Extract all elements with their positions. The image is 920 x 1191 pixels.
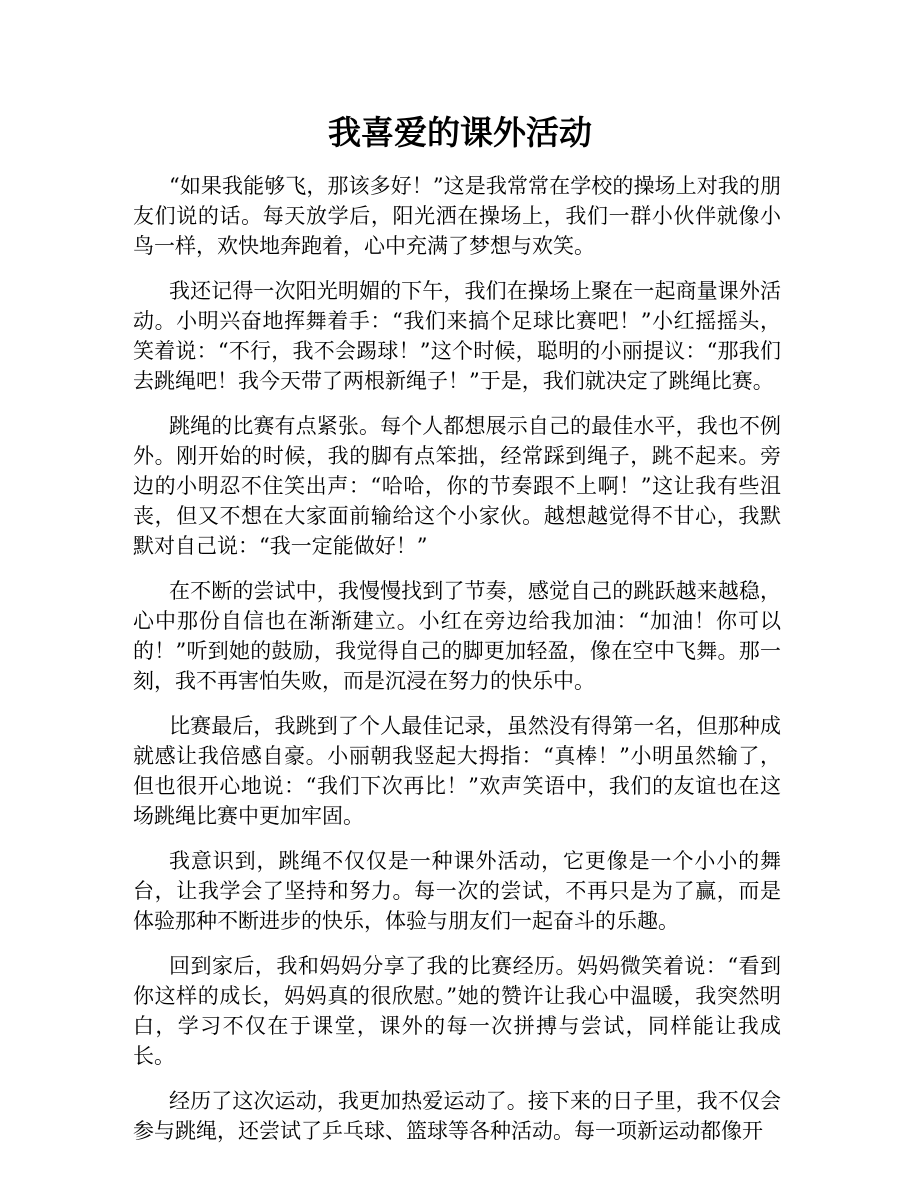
paragraph-2: 我还记得一次阳光明媚的下午，我们在操场上聚在一起商量课外活动。小明兴奋地挥舞着手：“我们来搞个足球比赛吧！”小红摇摇头，笑着说：“不行，我不会踢球！”这个时候，聪明的小丽提议：“那我们去跳绳吧！我今天带了两根新绳子！”于是，我们就决定了跳绳比赛。 <box>133 279 781 393</box>
paragraph-7: 回到家后，我和妈妈分享了我的比赛经历。妈妈微笑着说：“看到你这样的成长，妈妈真的很欣慰。”她的赞许让我心中温暖，我突然明白，学习不仅在于课堂，课外的每一次拼搏与尝试，同样能让我成长。 <box>133 954 781 1068</box>
paragraph-1: “如果我能够飞，那该多好！”这是我常常在学校的操场上对我的朋友们说的话。每天放学后，阳光洒在操场上，我们一群小伙伴就像小鸟一样，欢快地奔跑着，心中充满了梦想与欢笑。 <box>133 174 781 258</box>
document-body <box>133 171 781 1161</box>
document-title: 我喜爱的课外活动 <box>328 113 592 152</box>
paragraph-8: 经历了这次运动，我更加热爱运动了。接下来的日子里，我不仅会参与跳绳，还尝试了乒乓球、篮球等各种活动。每一项新运动都像开 <box>133 1089 781 1143</box>
paragraph-3: 跳绳的比赛有点紧张。每个人都想展示自己的最佳水平，我也不例外。刚开始的时候，我的脚有点笨拙，经常踩到绳子，跳不起来。旁边的小明忍不住笑出声：“哈哈，你的节奏跟不上啊！”这让我有些沮丧，但又不想在大家面前输给这个小家伙。越想越觉得不甘心，我默默对自己说：“我一定能做好！” <box>133 414 781 558</box>
paragraph-5: 比赛最后，我跳到了个人最佳记录，虽然没有得第一名，但那种成就感让我倍感自豪。小丽朝我竖起大拇指：“真棒！”小明虽然输了，但也很开心地说：“我们下次再比！”欢声笑语中，我们的友谊也在这场跳绳比赛中更加牢固。 <box>133 714 781 828</box>
paragraph-6: 我意识到，跳绳不仅仅是一种课外活动，它更像是一个小小的舞台，让我学会了坚持和努力。每一次的尝试，不再只是为了赢，而是体验那种不断进步的快乐，体验与朋友们一起奋斗的乐趣。 <box>133 849 781 933</box>
paragraph-4: 在不断的尝试中，我慢慢找到了节奏，感觉自己的跳跃越来越稳，心中那份自信也在渐渐建立。小红在旁边给我加油：“加油！你可以的！”听到她的鼓励，我觉得自己的脚更加轻盈，像在空中飞舞。那一刻，我不再害怕失败，而是沉浸在努力的快乐中。 <box>133 579 781 693</box>
